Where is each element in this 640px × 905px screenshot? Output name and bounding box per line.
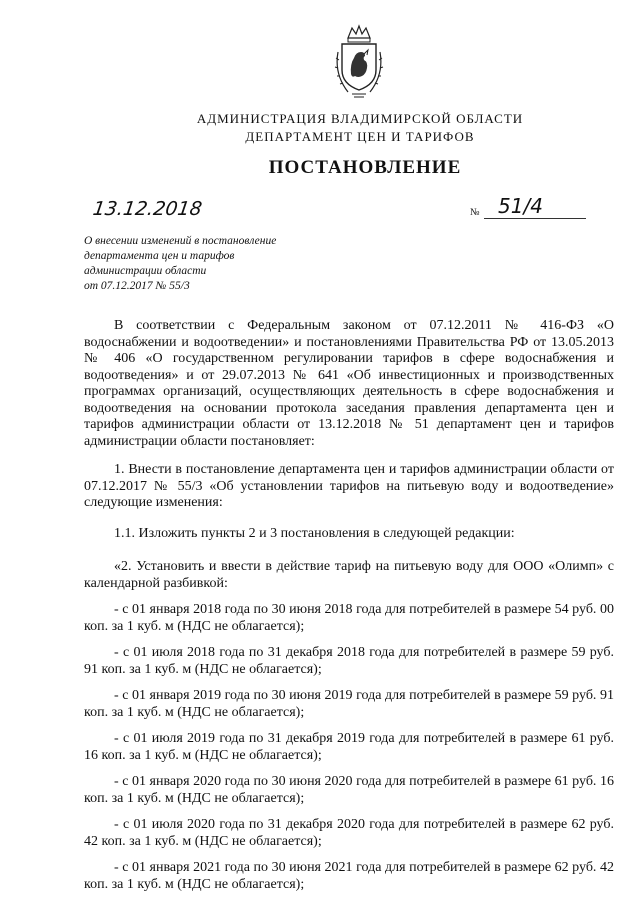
subject-line: от 07.12.2017 № 55/3 [84,280,190,292]
tariff-period-item: - с 01 июля 2019 года по 31 декабря 2019 года для потребителей в размере 61 руб. 16 коп. за 1 куб. м (НДС не облагается); [84,731,614,763]
department-name: ДЕПАРТАМЕНТ ЦЕН И ТАРИФОВ [245,129,475,144]
clause-1-1: 1.1. Изложить пункты 2 и 3 постановления в следующей редакции: [114,525,515,541]
tariff-period-item: - с 01 января 2020 года по 30 июня 2020 года для потребителей в размере 61 руб. 16 коп. за 1 куб. м (НДС не облагается); [84,774,614,806]
organization-name: АДМИНИСТРАЦИЯ ВЛАДИМИРСКОЙ ОБЛАСТИ [196,111,524,126]
document-title: ПОСТАНОВЛЕНИЕ [268,157,462,178]
document-number: 51/4 [498,194,543,218]
tariff-period-item: - с 01 января 2019 года по 30 июня 2019 года для потребителей в размере 59 руб. 91 коп. за 1 куб. м (НДС не облагается); [84,688,614,720]
subject-line: администрации области [84,265,207,277]
subject-line: О внесении изменений в постановление [84,235,277,247]
number-sign: № [470,207,480,218]
document-date: 13.12.2018 [91,198,204,220]
preamble-paragraph: В соответствии с Федеральным законом от 07.12.2011 № 416-ФЗ «О водоснабжении и водоотведении» и постановлениями Правительства РФ от 13.05.2013 № 406 «О государственном регулировании тарифов в сфере водоснабжения и водоотведения» и от 29.07.2013 № 641 «Об инвестиционных и производственных программах организаций, осуществляющих деятельность в сфере водоснабжения и водоотведения на основании протокола заседания правления департамента цен и тарифов администрации области от 13.12.2018 № 51 департамент цен и тарифов администрации области постановляет: [84,318,614,449]
clause-1: 1. Внести в постановление департамента цен и тарифов администрации области от 07.12.2017 № 55/3 «Об установлении тарифов на питьевую воду и водоотведение» следующие изменения: [84,462,614,510]
tariff-period-item: - с 01 января 2021 года по 30 июня 2021 года для потребителей в размере 62 руб. 42 коп. за 1 куб. м (НДС не облагается); [84,860,614,892]
document-body [84,318,614,893]
clause-2: «2. Установить и ввести в действие тариф на питьевую воду для ООО «Олимп» с календарной разбивкой: [84,559,614,591]
tariff-period-item: - с 01 июля 2018 года по 31 декабря 2018 года для потребителей в размере 59 руб. 91 коп. за 1 куб. м (НДС не облагается); [84,645,614,677]
tariff-period-item: - с 01 июля 2020 года по 31 декабря 2020 года для потребителей в размере 62 руб. 42 коп. за 1 куб. м (НДС не облагается); [84,817,614,849]
coat-of-arms-icon [334,24,384,100]
document-subject [84,234,324,294]
subject-line: департамента цен и тарифов [84,250,235,262]
tariff-period-item: - с 01 января 2018 года по 30 июня 2018 года для потребителей в размере 54 руб. 00 коп. за 1 куб. м (НДС не облагается); [84,602,614,634]
number-underline [484,218,586,219]
